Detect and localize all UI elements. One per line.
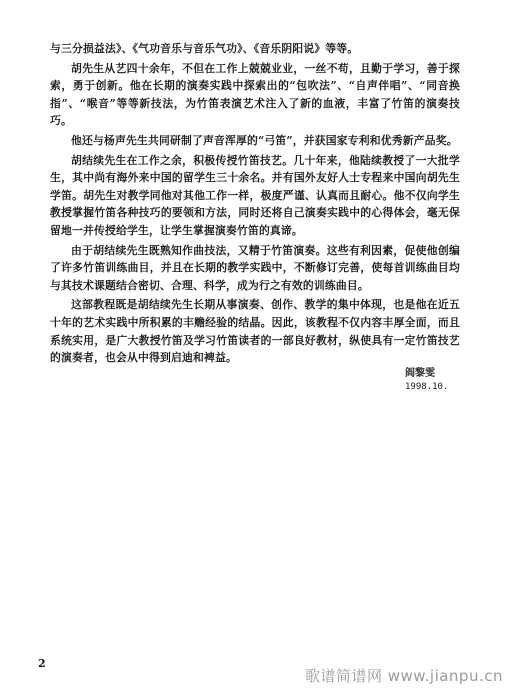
site-watermark: 歌谱简谱网 www.jianpu.cn — [304, 667, 503, 685]
paragraph-3: 他还与杨声先生共同研制了声音浑厚的“弓笛”，并获国家专利和优秀新产品奖。 — [71, 133, 458, 147]
paragraph-2: 胡先生从艺四十余年，不但在工作上兢兢业业，一丝不苟，且勤于学习，善于探索，勇于创新。他在长期的演奏实践中探索出的“包吹法”、“自声伴唱”、“同音换指”、“喉音”等等新技法，为竹笛表演艺术注入了新的血液，丰富了竹笛的演奏技巧。 — [50, 61, 460, 128]
paragraph-6: 这部教程既是胡结续先生长期从事演奏、创作、教学的集中体现，也是他在近五十年的艺术实践中所积累的丰赡经验的结晶。因此，该教程不仅内容丰厚全面，而且系统实用，是广大教授竹笛及学习竹笛读者的一部良好教材，纵使具有一定竹笛技艺的演奏者，也会从中得到启迪和裨益。 — [50, 298, 460, 365]
paragraph-1: 与三分损益法》、《气功音乐与音乐气功》、《音乐阴阳说》等等。 — [50, 42, 359, 55]
paragraph-4: 胡结续先生在工作之余，积极传授竹笛技艺。几十年来，他陆续教授了一大批学生，其中尚有海外来中国的留学生三十余名。并有国外友好人士专程来中国向胡先生学笛。胡先生对教学同他对其他工作一样，极度严谨、认真而且耐心。他不仅向学生教授掌握竹笛各种技巧的要领和方法，同时还将自己演奏实践中的心得体会，毫无保留地一并传授给学生，让学生掌握演奏竹笛的真谛。 — [50, 153, 460, 237]
author-signature: 阎黎雯 — [405, 368, 435, 379]
page-number: 2 — [38, 657, 46, 670]
preface-body — [50, 40, 460, 369]
paragraph-5: 由于胡结续先生既熟知作曲技法，又精于竹笛演奏。这些有利因素，促使他创编了许多竹笛训练曲目，并且在长期的教学实践中，不断修订完善，使每首训练曲目均与其技术课题结合密切、合理、科学，成为行之有效的训练曲目。 — [50, 243, 460, 292]
signature-date: 1998.10. — [405, 382, 449, 392]
